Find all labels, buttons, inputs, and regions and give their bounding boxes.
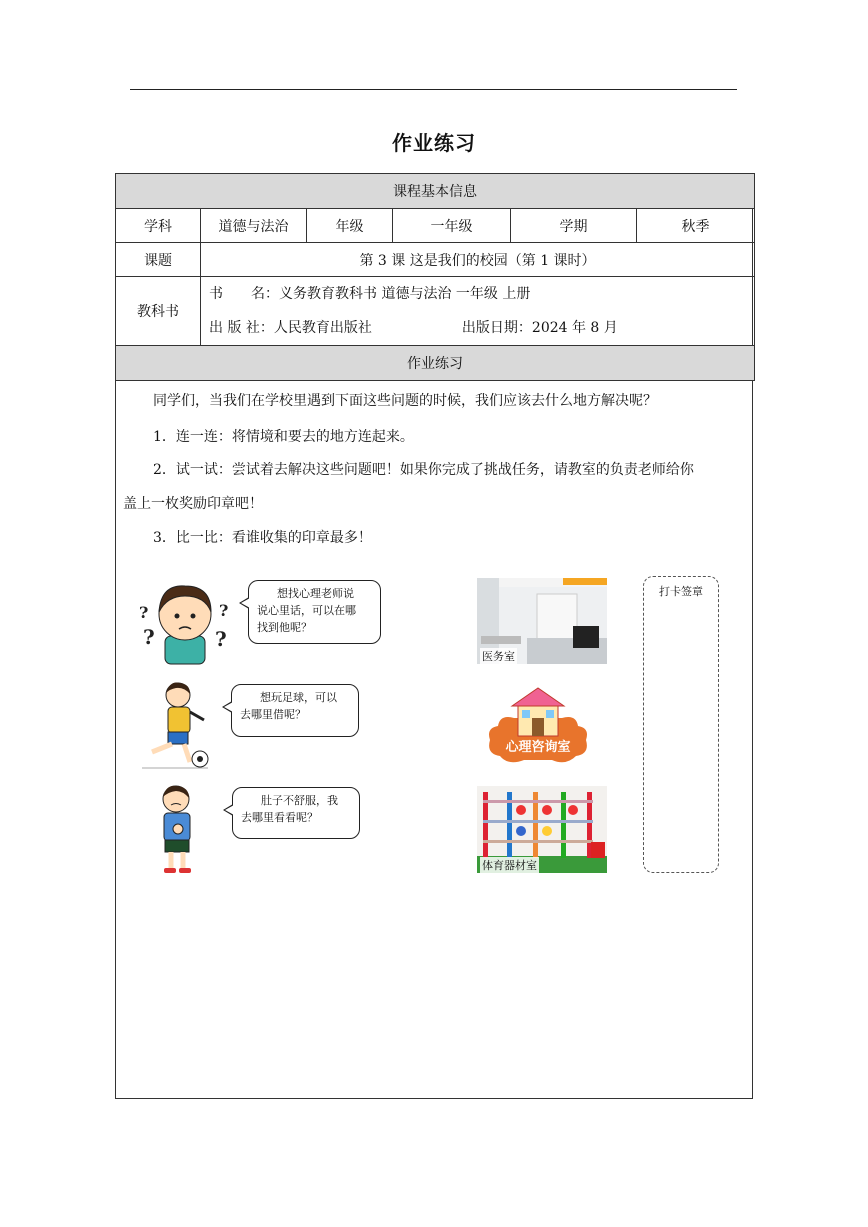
bubble-text: 肚子不舒服，我 [261, 794, 338, 807]
term-label: 学期 [511, 209, 637, 243]
grade-value: 一年级 [393, 209, 511, 243]
header-rule [130, 89, 737, 90]
bubble-text: 想找心理老师说 [277, 587, 354, 600]
sports-room-label: 体育器材室 [482, 859, 537, 872]
clinic-photo [477, 578, 607, 664]
book-name-line: 书 名：义务教育教科书 道德与法治 一年级 上册 [209, 286, 531, 302]
grade-label: 年级 [307, 209, 393, 243]
section-title: 课程基本信息 [116, 174, 755, 209]
textbook-info [201, 277, 755, 346]
stamp-collection-box[interactable] [643, 576, 719, 873]
stamp-box-label: 打卡签章 [659, 585, 703, 598]
table-row [116, 209, 755, 243]
section-header-course-info [116, 174, 755, 209]
confused-boy-illustration [135, 574, 235, 666]
section-header-exercise [116, 346, 755, 381]
publisher-line [209, 311, 754, 345]
soccer-boy-illustration [138, 680, 213, 770]
counseling-sign-text: 心理咨询室 [505, 740, 571, 755]
bubble-text: 想玩足球，可以 [260, 691, 337, 704]
clinic-label: 医务室 [482, 650, 515, 663]
speech-bubble-stomach [232, 787, 360, 839]
svg-text:?: ? [215, 627, 227, 651]
bubble-text: 找到他呢？ [257, 621, 312, 634]
svg-text:?: ? [143, 625, 155, 649]
topic-label: 课题 [116, 243, 201, 277]
bubble-text: 说心里话，可以在哪 [257, 604, 356, 617]
document-title: 作业练习 [392, 131, 476, 155]
item-1: 1．连一连：将情境和要去的地方连起来。 [153, 429, 414, 445]
intro-text: 同学们，当我们在学校里遇到下面这些问题的时候，我们应该去什么地方解决呢？ [153, 393, 657, 409]
bubble-text: 去哪里看看呢？ [241, 811, 318, 824]
table-row [116, 243, 755, 277]
topic-value: 第 3 课 这是我们的校园（第 1 课时） [201, 243, 755, 277]
speech-bubble-soccer [231, 684, 359, 737]
speech-bubble-counseling [248, 580, 381, 644]
table-row [116, 277, 755, 346]
course-info-table [115, 173, 755, 381]
sports-room-photo [477, 786, 607, 873]
counseling-room-sign [486, 684, 590, 766]
item-2-line-1: 2．试一试：尝试着去解决这些问题吧！如果你完成了挑战任务，请教室的负责老师给你 [153, 462, 694, 478]
subject-label: 学科 [116, 209, 201, 243]
term-value: 秋季 [637, 209, 755, 243]
svg-text:?: ? [139, 603, 149, 622]
item-2-line-2: 盖上一枚奖励印章吧！ [123, 496, 263, 512]
item-3: 3．比一比：看谁收集的印章最多！ [153, 530, 372, 546]
bubble-text: 去哪里借呢？ [240, 708, 306, 721]
stomachache-boy-illustration [152, 783, 202, 875]
textbook-label: 教科书 [116, 277, 201, 346]
section-title: 作业练习 [116, 346, 755, 381]
subject-value: 道德与法治 [201, 209, 307, 243]
publish-date: 出版日期：2024 年 8 月 [461, 320, 618, 336]
svg-text:?: ? [219, 601, 229, 620]
publisher: 出 版 社：人民教育出版社 [209, 320, 372, 336]
